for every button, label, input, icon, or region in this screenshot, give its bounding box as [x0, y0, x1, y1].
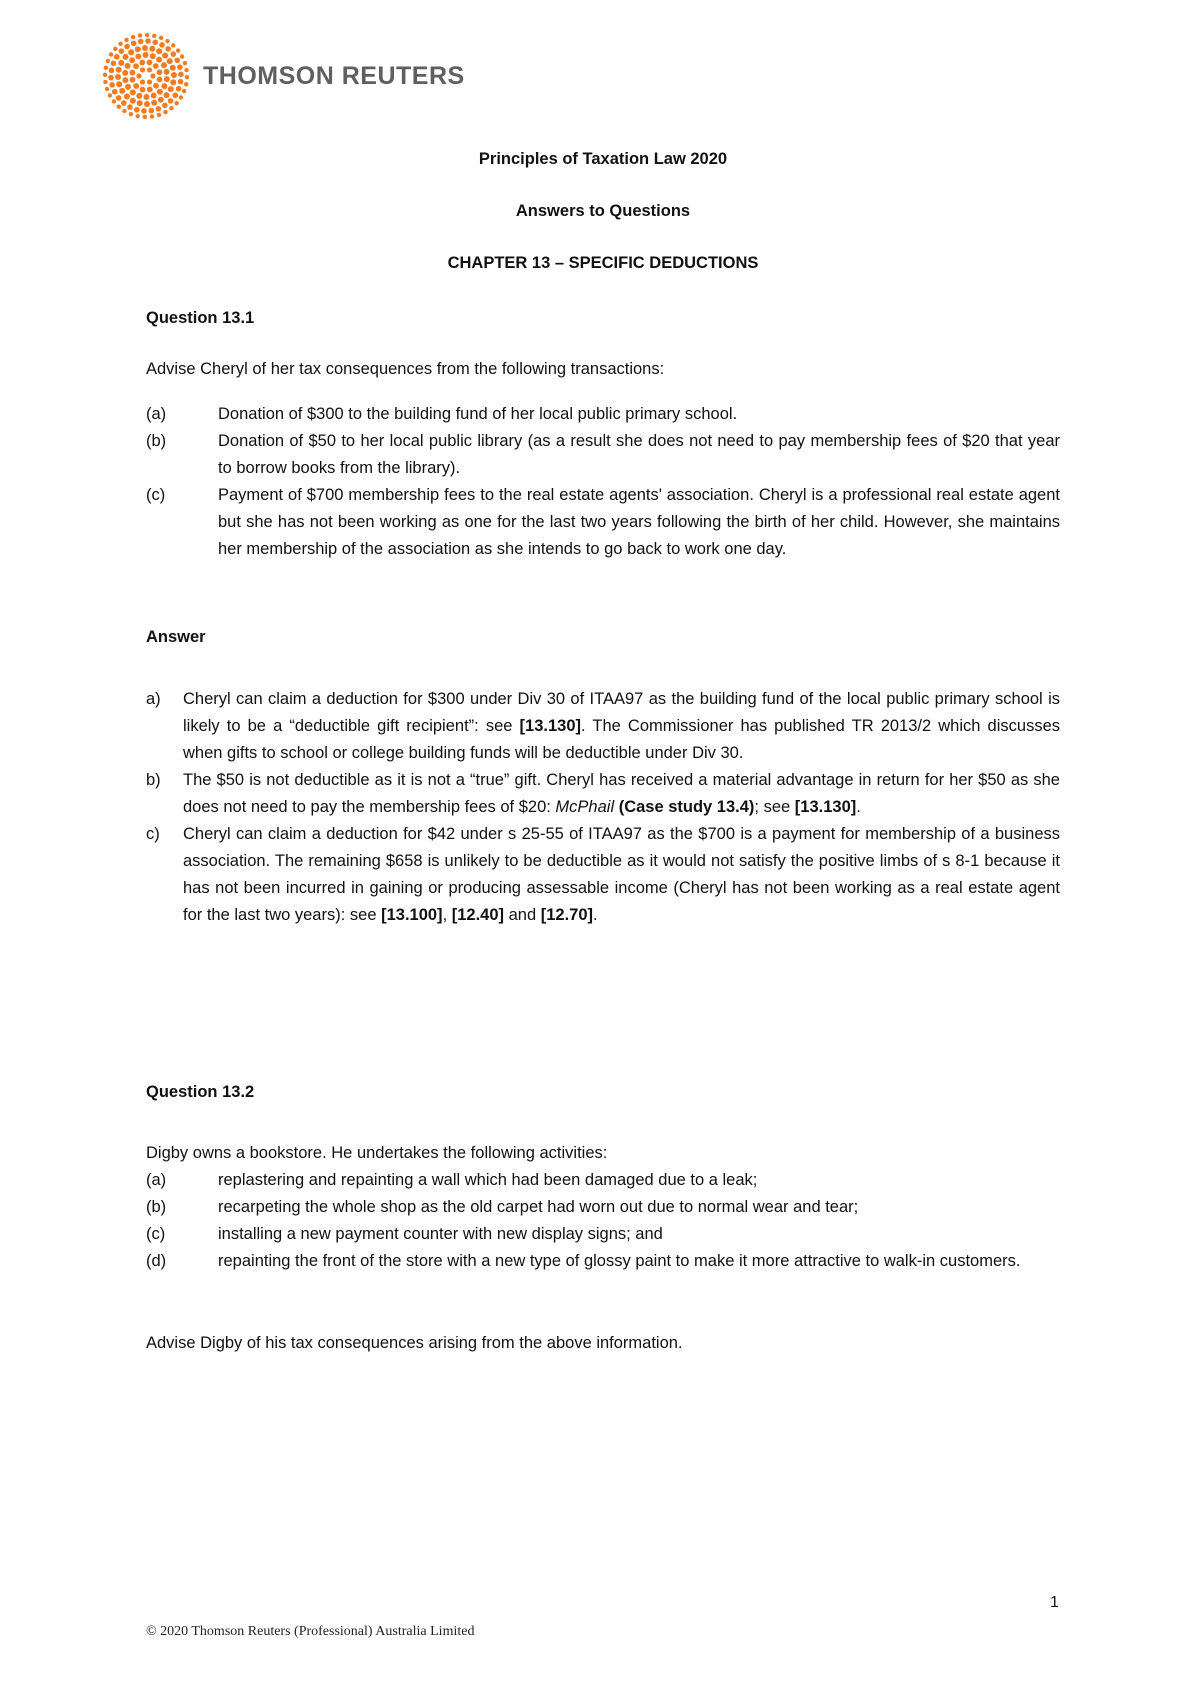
item-text: replastering and repainting a wall which had been damaged due to a leak;	[218, 1171, 758, 1189]
answer-text: ; see	[754, 798, 795, 816]
answer-label: b)	[146, 771, 161, 789]
answer-text: ,	[442, 906, 452, 924]
case-name: McPhail	[555, 798, 615, 816]
question-heading: Question 13.2	[146, 1083, 255, 1101]
item-label: (c)	[146, 486, 166, 504]
paragraph-reference: [13.130]	[519, 717, 582, 735]
item-text: repainting the front of the store with a new type of glossy paint to make it more attractive to walk-in customers.	[218, 1252, 1021, 1270]
paragraph-reference: [13.130]	[794, 798, 857, 816]
document-title: Principles of Taxation Law 2020	[478, 150, 728, 168]
answer-item	[146, 767, 1060, 821]
question-items	[146, 1167, 1060, 1275]
item-label: (b)	[146, 432, 167, 450]
logo-dots-icon	[103, 33, 189, 119]
chapter-heading: CHAPTER 13 – SPECIFIC DEDUCTIONS	[447, 254, 759, 272]
question-intro: Advise Cheryl of her tax consequences from the following transactions:	[146, 360, 665, 378]
page-number: 1	[1050, 1594, 1059, 1611]
question-closing: Advise Digby of his tax consequences arising from the above information.	[146, 1334, 683, 1352]
question-intro: Digby owns a bookstore. He undertakes the following activities:	[146, 1144, 608, 1162]
answer-items	[146, 686, 1060, 929]
answer-text: The $50 is not deductible as it is not a “true” gift. Cheryl has received a material advantage in return for her $50 as she does not need to pay the membership fees of $20:	[183, 771, 1060, 816]
footer-copyright: © 2020 Thomson Reuters (Professional) Australia Limited	[146, 1624, 475, 1639]
case-study-reference: (Case study 13.4)	[614, 798, 755, 816]
list-item	[146, 1167, 1060, 1194]
answer-text: . The Commissioner has published TR 2013/2 which discusses when gifts to school or college building funds will be deductible under Div 30.	[183, 717, 1060, 762]
answer-label: a)	[146, 690, 161, 708]
answer-text: Cheryl can claim a deduction for $300 under Div 30 of ITAA97 as the building fund of the local public primary school is likely to be a “deductible gift recipient”: see	[183, 690, 1060, 735]
item-label: (b)	[146, 1198, 167, 1216]
answer-text: Cheryl can claim a deduction for $42 under s 25-55 of ITAA97 as the $700 is a payment for membership of a business association. The remaining $658 is unlikely to be deductible as it would not satisfy the positive limbs of s 8-1 because it has not been incurred in gaining or producing assessable income (Cheryl has not been working as a real estate agent for the last two years): see	[183, 825, 1060, 924]
list-item	[146, 428, 1060, 482]
paragraph-reference: [12.70]	[540, 906, 593, 924]
item-text: Donation of $50 to her local public library (as a result she does not need to pay membership fees of $20 that year to borrow books from the library).	[218, 432, 1060, 477]
list-item	[146, 482, 1060, 563]
list-item	[146, 1221, 1060, 1248]
item-label: (a)	[146, 405, 167, 423]
list-item	[146, 1194, 1060, 1221]
answer-label: c)	[146, 825, 160, 843]
question-items	[146, 401, 1060, 563]
answer-heading: Answer	[146, 628, 206, 646]
question-heading: Question 13.1	[146, 309, 255, 327]
item-label: (a)	[146, 1171, 167, 1189]
item-label: (d)	[146, 1252, 167, 1270]
logo-text: THOMSON REUTERS	[203, 61, 465, 90]
item-text: Payment of $700 membership fees to the real estate agents' association. Cheryl is a professional real estate agent but she has not been working as one for the last two years following the birth of her child. However, she maintains her membership of the association as she intends to go back to work one day.	[218, 486, 1060, 558]
item-text: installing a new payment counter with new display signs; and	[218, 1225, 663, 1243]
answer-text: .	[593, 906, 598, 924]
paragraph-reference: [13.100]	[381, 906, 443, 924]
document-subtitle: Answers to Questions	[515, 202, 691, 220]
answer-item	[146, 686, 1060, 767]
list-item	[146, 401, 1060, 428]
item-text: recarpeting the whole shop as the old carpet had worn out due to normal wear and tear;	[218, 1198, 859, 1216]
answer-item	[146, 821, 1060, 929]
list-item	[146, 1248, 1060, 1275]
thomson-reuters-logo	[103, 33, 465, 119]
answer-text: .	[856, 798, 861, 816]
answer-text: and	[504, 906, 541, 924]
item-text: Donation of $300 to the building fund of her local public primary school.	[218, 405, 738, 423]
item-label: (c)	[146, 1225, 166, 1243]
paragraph-reference: [12.40]	[451, 906, 505, 924]
